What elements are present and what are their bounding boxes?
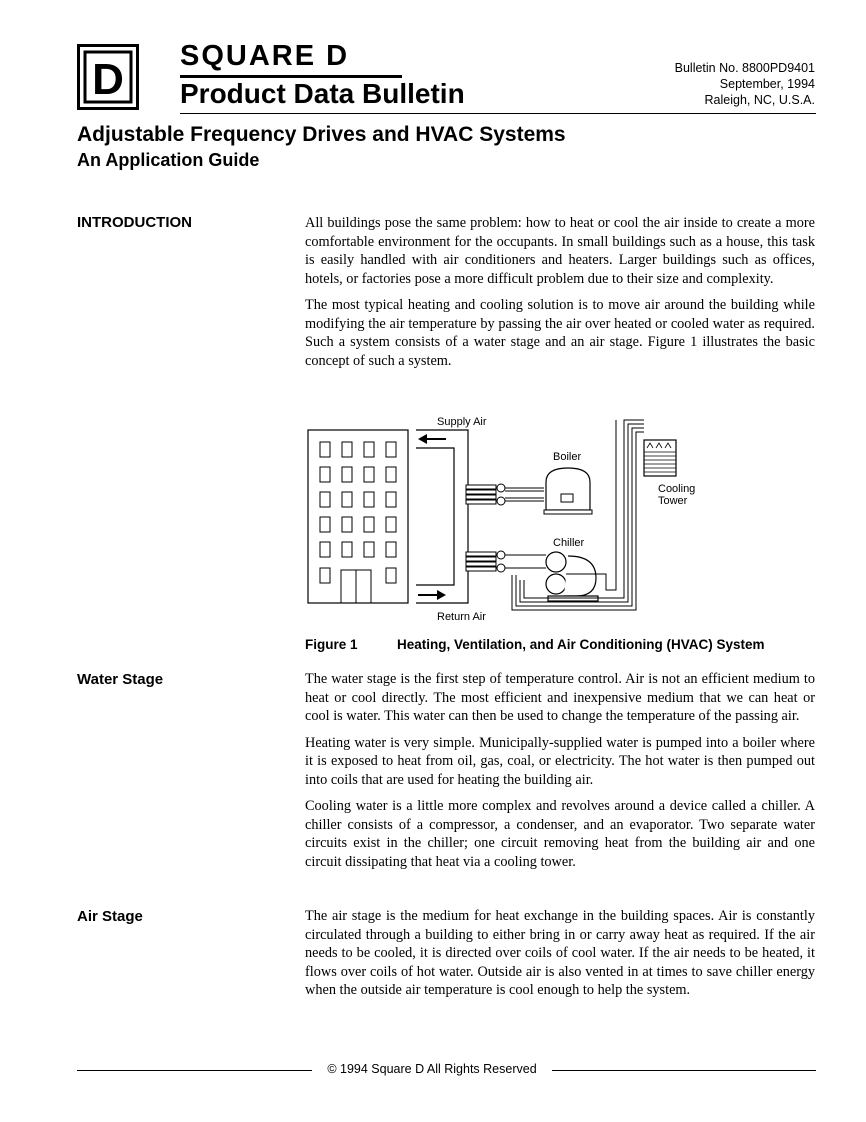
footer-rule-left (77, 1070, 312, 1071)
square-d-logo (77, 44, 139, 110)
building-illustration (308, 430, 408, 603)
bulletin-title: Product Data Bulletin (180, 78, 465, 109)
paragraph: The air stage is the medium for heat exchange in the building spaces. Air is constantly circulated through a building to either bring in or carry away heat as required. If the air needs to be cooled, it is directed over coils of cool water. If the air needs to be heated, it flows over coils of hot water. Outside air is also vented in at times to save chiller energy when the outside air temperature is cool enough to help the system. (305, 908, 815, 998)
brand-name: SQUARE D (180, 40, 350, 72)
document-title: Adjustable Frequency Drives and HVAC Systems (77, 123, 566, 146)
paragraph: The water stage is the first step of temperature control. Air is not an efficient medium to heat or cool directly. The most efficient and inexpensive medium that we can heat or cool is water. This water can then be used to change the temperature of the passing air. (305, 671, 815, 724)
bulletin-info (675, 60, 815, 108)
chilled-water-coil (466, 552, 496, 571)
cooling-tower-label-line-1: Cooling (658, 483, 696, 495)
footer-copyright: © 1994 Square D All Rights Reserved (327, 1062, 537, 1076)
paragraph: Cooling water is a little more complex and revolves around a device called a chiller. A chiller consists of a compressor, a condenser, and an evaporator. Two separate water circuits exist in the chiller; one circuit removing heat from the building air and one circuit dissipating that heat via a cooling tower. (305, 798, 815, 870)
figure-caption (305, 637, 765, 652)
bulletin-date: September, 1994 (719, 77, 815, 91)
cooling-tower-icon (644, 440, 676, 476)
paragraph: The most typical heating and cooling solution is to move air around the building while modifying the air temperature by passing the air over heated or cooled water as required. Such a system consists of a water stage and an air stage. Figure 1 illustrates the basic concept of such a system. (305, 297, 815, 369)
chiller-icon (546, 552, 598, 601)
air-duct (416, 430, 468, 603)
logo-letter: D (92, 55, 124, 104)
figure-caption-text: Heating, Ventilation, and Air Conditioning (HVAC) System (397, 637, 765, 652)
bulletin-number: Bulletin No. 8800PD9401 (674, 61, 815, 75)
air-stage-body (305, 907, 815, 1008)
boiler-icon (544, 468, 592, 514)
return-air-arrow-icon (418, 590, 446, 600)
paragraph: All buildings pose the same problem: how to heat or cool the air inside to create a more comfortable environment for the occupants. In small buildings such as a house, this task is easily handled with air conditioners and heaters. Larger buildings such as offices, hotels, or factories pose a more difficult problem due to their size and complexity. (305, 215, 815, 287)
boiler-label: Boiler (553, 451, 582, 463)
hvac-figure (306, 410, 706, 630)
chiller-piping (497, 551, 546, 572)
boiler-piping (497, 484, 544, 505)
water-stage-body (305, 670, 815, 879)
header-rule (180, 113, 816, 114)
document-subtitle: An Application Guide (77, 150, 260, 170)
section-heading-introduction: INTRODUCTION (77, 214, 192, 231)
footer-rule-right (552, 1070, 816, 1071)
hot-water-coil (466, 485, 496, 504)
chiller-label: Chiller (553, 537, 585, 549)
section-heading-air-stage: Air Stage (77, 908, 143, 925)
introduction-body (305, 214, 815, 378)
section-heading-water-stage: Water Stage (77, 671, 164, 688)
return-air-label: Return Air (437, 611, 486, 623)
figure-caption-number: Figure 1 (305, 637, 358, 652)
supply-air-label: Supply Air (437, 416, 487, 428)
bulletin-location: Raleigh, NC, U.S.A. (704, 93, 815, 107)
paragraph: Heating water is very simple. Municipally-supplied water is pumped into a boiler where it is exposed to heat from oil, gas, coal, or electricity. The hot water is then pumped out into coils that are used for heating the building air. (305, 734, 815, 788)
supply-air-arrow-icon (418, 434, 446, 444)
cooling-tower-label-line-2: Tower (658, 495, 688, 507)
